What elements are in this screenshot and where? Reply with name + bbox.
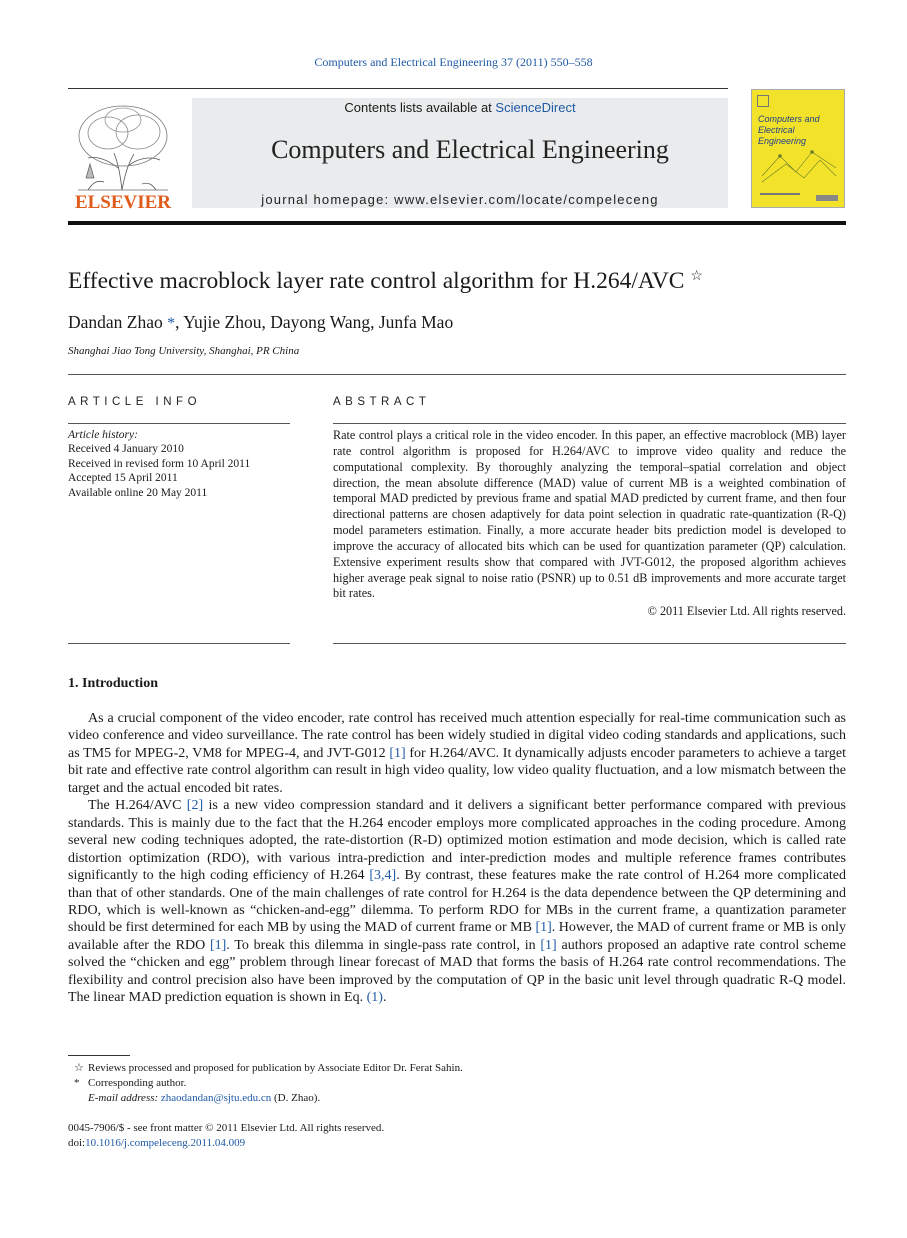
text-run: is a new video compression standard and it delivers a significant better performance compared with previous standards. This is mainly due to the fact that the H.264 encoder employs more complicated approaches in the coding procedure. Among several new coding techniques adopted, the rate-distortion (R-D) optimized motion estimation and mode decision, which is called rate distortion optimization (RDO), with various intra-prediction and inter-prediction modes and multiple reference frames contributes significantly to the high coding efficiency of H.264: [68, 798, 846, 884]
article-title: [68, 268, 846, 295]
reference-link[interactable]: [3,4]: [369, 868, 397, 884]
footnote-star: [68, 1061, 846, 1076]
title-footnote-mark[interactable]: ☆: [690, 269, 703, 284]
article-history: [68, 428, 290, 500]
journal-homepage: [192, 192, 728, 207]
text-run: authors proposed an adaptive rate control scheme solved the “chicken and egg” problem through linear forecast of MAD that forms the basis of H.264 rate control recommendations. The flexibility and control precision also have been improved by the computation of QP in the basic unit level through quadratic R-Q model. The linear MAD prediction equation is shown in Eq.: [68, 937, 846, 1006]
history-item: Accepted 15 April 2011: [68, 472, 178, 485]
email-suffix: (D. Zhao).: [271, 1092, 321, 1104]
doi-label: doi:: [68, 1136, 86, 1149]
reference-link[interactable]: [1]: [389, 745, 406, 761]
front-matter-meta: [68, 1121, 384, 1150]
issn-line: 0045-7906/$ - see front matter © 2011 Elsevier Ltd. All rights reserved.: [68, 1122, 385, 1134]
section-heading-introduction: 1. Introduction: [68, 676, 158, 691]
abstract-text: Rate control plays a critical role in the video encoder. In this paper, an effective macroblock (MB) layer rate control algorithm is proposed for H.264/AVC to improve video quality and reduce the computational complexity. By thoroughly analyzing the temporal–spatial correlation and object direction, the mean absolute difference (MAD) value of current MB is a weighted combination of temporal MAD predicted by previous frame and spatial MAD predicted by current frame, and then four directional patterns are chosen adaptively for data point selection in quadratic rate-quantization (R-Q) model parameters estimation. Finally, a more accurate header bits prediction model is developed to improve the accuracy of allocated bits which can be used for quantization parameter (QP) calculation. Extensive experiment results show that compared with JVT-G012, the proposed algorithm achieves higher average peak signal to noise ratio (PSNR) up to 0.51 dB improvements and more accurate target bit rates.: [333, 428, 846, 601]
homepage-prefix: journal homepage:: [261, 192, 395, 207]
history-label: Article history:: [68, 429, 138, 441]
author-first: Dandan Zhao: [68, 312, 163, 332]
text-run: . However, the MAD of current frame or MB is only available after the RDO: [68, 920, 846, 953]
elsevier-tree-icon: [68, 98, 178, 213]
cover-graphic-icon: [760, 146, 838, 184]
reference-link[interactable]: [1]: [540, 937, 557, 953]
cover-title: [758, 114, 844, 147]
abstract-heading: ABSTRACT: [333, 396, 431, 408]
journal-cover: [751, 89, 845, 208]
article-info-heading: ARTICLE INFO: [68, 396, 202, 408]
equation-link[interactable]: (1): [366, 990, 383, 1006]
footnote-corresponding: [68, 1076, 846, 1091]
info-rule-bottom: [68, 643, 290, 644]
article-title-text: Effective macroblock layer rate control algorithm for H.264/AVC: [68, 268, 685, 294]
header-rule: [68, 88, 728, 89]
text-run: .: [382, 990, 387, 1006]
author-rest: , Yujie Zhou, Dayong Wang, Junfa Mao: [175, 312, 454, 332]
footnote-text: Corresponding author.: [88, 1077, 187, 1089]
cover-title-line1: Computers and: [758, 114, 820, 124]
abstract-rule-bottom: [333, 643, 846, 644]
footnote-mark: ☆: [74, 1062, 84, 1074]
elsevier-logo: [68, 98, 178, 213]
section-rule: [68, 374, 846, 375]
cover-rule: [760, 193, 800, 195]
paragraph: [68, 710, 846, 797]
elsevier-wordmark: ELSEVIER: [74, 192, 172, 213]
author-list: [68, 312, 453, 333]
cover-publisher-mark: [816, 195, 838, 201]
paragraph: [68, 797, 846, 1006]
text-run: As a crucial component of the video encoder, rate control has received much attention especially for real-time communication such as video conference and video surveillance. The rate control has been widely studied in digital video coding standards and applications, such as TM5 for MPEG-2, VM8 for MPEG-4, and JVT-G012: [68, 711, 846, 761]
info-rule-top: [68, 423, 290, 424]
abstract-body: [333, 428, 846, 620]
doi-line: [68, 1136, 384, 1151]
journal-citation[interactable]: Computers and Electrical Engineering 37 (2011) 550–558: [314, 55, 593, 69]
reference-link[interactable]: [1]: [535, 920, 552, 936]
cover-title-line2: Electrical Engineering: [758, 125, 807, 146]
sciencedirect-link[interactable]: ScienceDirect: [495, 100, 576, 115]
text-run: for H.264/AVC. It dynamically adjusts encoder parameters to achieve a target bit rate and effective rate control algorithm can result in high video quality, low video quality fluctuation, and a low mismatch between the target and the actual encoded bit rates.: [68, 745, 846, 796]
abstract-rule-top: [333, 423, 846, 424]
text-run: . To break this dilemma in single-pass rate control, in: [226, 937, 541, 953]
footnote-text: Reviews processed and proposed for publication by Associate Editor Dr. Ferat Sahin.: [88, 1062, 463, 1074]
email-link[interactable]: zhaodandan@sjtu.edu.cn: [160, 1092, 272, 1104]
affiliation: Shanghai Jiao Tong University, Shanghai, PR China: [68, 345, 300, 357]
cover-logo-icon: [757, 95, 769, 107]
homepage-url[interactable]: www.elsevier.com/locate/compeleceng: [394, 192, 659, 207]
doi-link[interactable]: 10.1016/j.compeleceng.2011.04.009: [85, 1136, 246, 1149]
text-run: . By contrast, these features make the rate control of H.264 more complicated than that of other standards. One of the main challenges of rate control for H.264 is the data dependence between the QP determining and RDO, which is well-known as “chicken-and-egg” dilemma. To perform RDO for MBs in the current frame, a quantization parameter should be first determined for each MB by using the MAD of current frame or MB: [68, 868, 847, 936]
corresponding-author-mark[interactable]: *: [167, 315, 176, 332]
history-item: Received 4 January 2010: [68, 443, 184, 456]
history-item: Available online 20 May 2011: [68, 486, 208, 499]
history-item: Received in revised form 10 April 2011: [68, 457, 251, 470]
reference-link[interactable]: [2]: [186, 798, 204, 814]
reference-link[interactable]: [1]: [209, 937, 227, 953]
header-thick-rule: [68, 221, 846, 225]
journal-title: Computers and Electrical Engineering: [271, 135, 669, 164]
footnote-rule: [68, 1055, 130, 1056]
abstract-copyright: © 2011 Elsevier Ltd. All rights reserved.: [647, 604, 846, 619]
footnote-email: [68, 1091, 846, 1106]
footnotes: [68, 1061, 846, 1106]
introduction-body: [68, 710, 846, 1007]
contents-line: [192, 100, 728, 115]
text-run: The H.264/AVC: [88, 798, 187, 814]
email-label: E-mail address:: [88, 1092, 159, 1104]
contents-prefix: Contents lists available at: [344, 100, 496, 115]
footnote-mark: *: [74, 1077, 80, 1089]
